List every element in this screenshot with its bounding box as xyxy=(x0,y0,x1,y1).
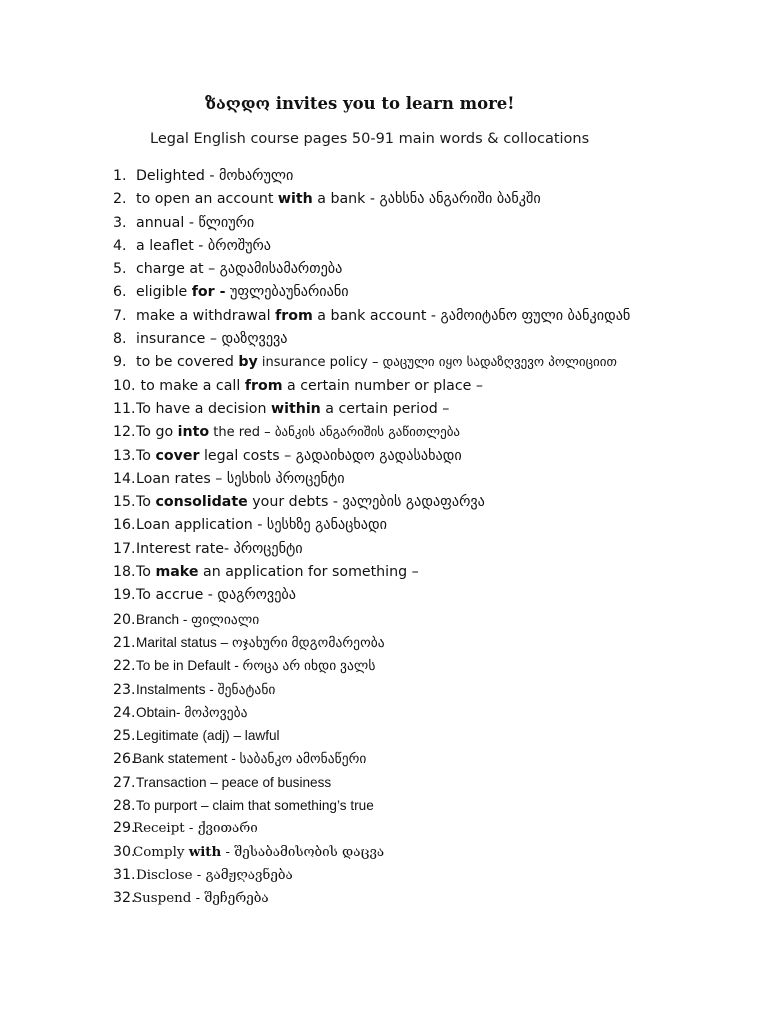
item-number: 1. xyxy=(113,168,127,184)
item-number: 23. xyxy=(113,681,136,698)
list-item xyxy=(113,281,753,304)
item-keyword: consolidate xyxy=(155,494,248,511)
item-text: To xyxy=(136,447,156,464)
item-number: 27. xyxy=(113,774,136,791)
item-number: 22. xyxy=(113,658,136,675)
item-number: 9. xyxy=(113,354,127,371)
item-text-rest: a certain period – xyxy=(320,400,450,417)
item-number: 21. xyxy=(113,634,136,651)
item-text: Instalments - შენატანი xyxy=(136,681,276,697)
item-text-rest: a bank - გახსნა ანგარიში ბანკში xyxy=(312,191,541,208)
item-text: Delighted - მოხარული xyxy=(136,168,294,184)
item-number: 32. xyxy=(113,890,136,907)
item-number: 30. xyxy=(113,843,136,860)
item-text: To have a decision xyxy=(136,400,271,417)
item-number: 15. xyxy=(113,494,136,511)
item-text: Comply xyxy=(133,844,189,860)
list-item xyxy=(113,375,753,398)
item-text-rest: - შესაბამისობის დაცვა xyxy=(221,844,385,860)
list-item xyxy=(113,421,753,444)
item-text: Marital status – ოჯახური მდგომარეობა xyxy=(136,634,385,650)
item-number: 19. xyxy=(113,587,136,604)
item-number: 20. xyxy=(113,611,136,628)
item-text-rest: an application for something – xyxy=(198,564,419,581)
item-number: 14. xyxy=(113,470,136,487)
list-item xyxy=(113,188,753,211)
item-text: to open an account xyxy=(136,191,278,208)
vocabulary-list xyxy=(113,165,753,911)
item-text: Transaction – peace of business xyxy=(136,774,332,790)
item-keyword: cover xyxy=(155,447,200,464)
item-number: 31. xyxy=(113,866,136,883)
list-item xyxy=(113,724,753,747)
item-number: 26. xyxy=(113,751,136,768)
item-text: To purport – claim that something’s true xyxy=(136,798,374,814)
item-number: 2. xyxy=(113,191,127,208)
list-item xyxy=(113,445,753,468)
item-number: 18. xyxy=(113,564,136,581)
list-item xyxy=(113,841,753,864)
item-text: To go xyxy=(136,424,178,441)
item-text: eligible xyxy=(136,284,192,301)
item-text: annual - წლიური xyxy=(136,214,255,231)
list-item xyxy=(113,258,753,281)
item-text: To xyxy=(136,564,156,581)
list-item xyxy=(113,305,753,328)
list-item xyxy=(113,351,753,374)
item-number: 5. xyxy=(113,261,127,278)
item-text: to make a call xyxy=(136,377,245,394)
item-text: insurance – დაზღვევა xyxy=(136,331,288,348)
list-item xyxy=(113,701,753,724)
item-number: 25. xyxy=(113,728,136,745)
list-item xyxy=(113,212,753,235)
list-item xyxy=(113,747,753,770)
list-item xyxy=(113,514,753,537)
list-item xyxy=(113,608,753,631)
item-keyword: by xyxy=(238,354,258,371)
item-number: 24. xyxy=(113,704,136,721)
list-item xyxy=(113,561,753,584)
list-item xyxy=(113,864,753,887)
item-number: 17. xyxy=(113,540,136,557)
item-number: 28. xyxy=(113,798,136,815)
item-number: 3. xyxy=(113,214,127,231)
item-text: Obtain- მოპოვება xyxy=(136,704,248,720)
item-keyword: within xyxy=(270,400,321,417)
item-text: Branch - ფილიალი xyxy=(136,611,260,627)
item-text-rest: your debts - ვალების გადაფარვა xyxy=(247,494,485,511)
item-number: 4. xyxy=(113,237,127,254)
item-text: To xyxy=(136,494,156,511)
item-text-rest: the red – ბანკის ანგარიშის გაწითლება xyxy=(209,425,461,441)
item-number: 29. xyxy=(113,820,136,837)
list-item xyxy=(113,468,753,491)
item-number: 8. xyxy=(113,331,127,348)
list-item xyxy=(113,538,753,561)
item-number: 6. xyxy=(113,284,127,301)
item-number: 10. xyxy=(113,377,136,394)
item-text-rest: insurance policy – დაცული იყო სადაზღვევო პოლიციით xyxy=(257,355,617,371)
item-keyword: with xyxy=(188,843,222,860)
list-item xyxy=(113,678,753,701)
item-number: 11. xyxy=(113,400,136,417)
item-number: 13. xyxy=(113,447,136,464)
item-text: make a withdrawal xyxy=(136,307,276,324)
item-text-rest: legal costs – გადაიხადო გადასახადი xyxy=(199,447,462,464)
item-text: Receipt - ქვითარი xyxy=(133,821,258,837)
item-text-rest: a certain number or place – xyxy=(282,377,483,394)
item-text: charge at – გადამისამართება xyxy=(136,261,343,278)
item-text: To be in Default - როცა არ იხდი ვალს xyxy=(136,658,376,674)
item-text: Loan application - სესხზე განაცხადი xyxy=(136,517,387,534)
list-item xyxy=(113,631,753,654)
list-item xyxy=(113,584,753,607)
item-keyword: into xyxy=(177,424,210,441)
item-text-rest: უფლებაუნარიანი xyxy=(225,284,349,301)
list-item xyxy=(113,398,753,421)
item-keyword: from xyxy=(275,307,313,324)
item-keyword: from xyxy=(244,377,283,394)
item-text: Suspend - შეჩერება xyxy=(133,891,269,907)
list-item xyxy=(113,817,753,840)
item-text: To accrue - დაგროვება xyxy=(136,587,296,604)
item-text: Disclose - გამჟღავნება xyxy=(136,867,293,883)
list-item xyxy=(113,165,753,188)
item-text: Legitimate (adj) – lawful xyxy=(136,728,280,744)
list-item xyxy=(113,328,753,351)
item-text: Interest rate- პროცენტი xyxy=(136,540,303,557)
item-text: Loan rates – სესხის პროცენტი xyxy=(136,470,345,487)
list-item xyxy=(113,771,753,794)
document-heading: ზაღდო invites you to learn more! xyxy=(205,94,515,113)
item-number: 7. xyxy=(113,307,127,324)
list-item xyxy=(113,235,753,258)
item-text: a leaflet - ბროშურა xyxy=(136,237,271,254)
list-item xyxy=(113,887,753,910)
list-item xyxy=(113,794,753,817)
item-text-rest: a bank account - გამოიტანო ფული ბანკიდან xyxy=(312,307,631,324)
item-keyword: for - xyxy=(191,284,226,301)
item-keyword: with xyxy=(277,191,313,208)
list-item xyxy=(113,654,753,677)
item-keyword: make xyxy=(155,564,199,581)
list-item xyxy=(113,491,753,514)
item-number: 12. xyxy=(113,424,136,441)
item-text: Bank statement - საბანკო ამონაწერი xyxy=(133,751,367,767)
item-number: 16. xyxy=(113,517,136,534)
document-subtitle: Legal English course pages 50-91 main words & collocations xyxy=(150,131,590,147)
item-text: to be covered xyxy=(136,354,239,371)
